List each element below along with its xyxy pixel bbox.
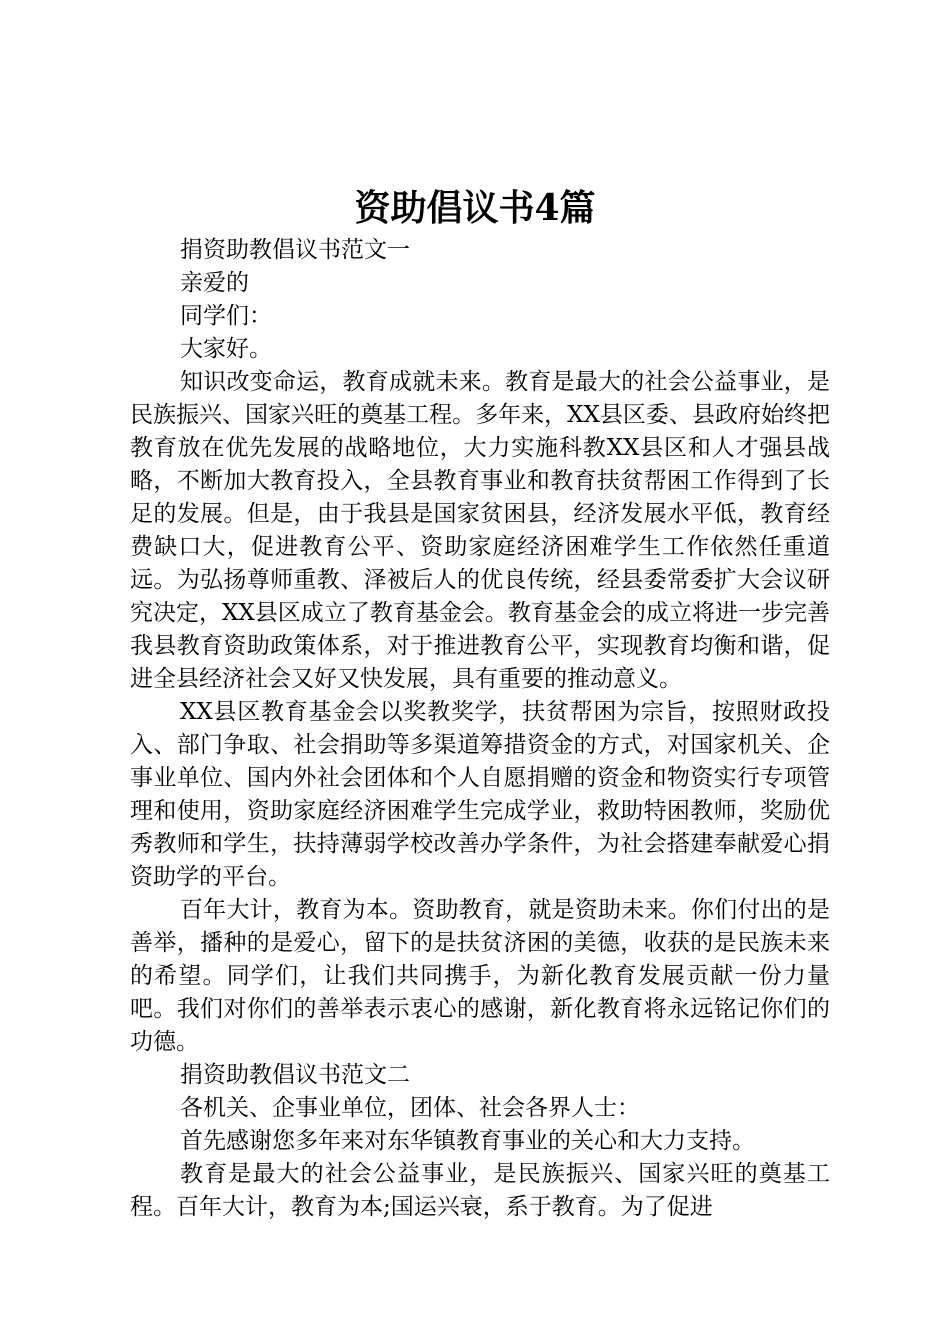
addressee-line: 各机关、企事业单位，团体、社会各界人士： [180, 1095, 640, 1121]
body-paragraph: 百年大计，教育为本。资助教育，就是资助未来。你们付出的是善举，播种的是爱心，留下的是扶贫济困的美德，收获的是民族未来的希望。同学们，让我们共同携手，为新化教育发展贡献一份力量吧。我们对你们的善举表示衷心的感谢，新化教育将永远铭记你们的功德。 [130, 897, 830, 1055]
salutation-line-1: 亲爱的 [180, 270, 249, 296]
section-heading-2: 捐资助教倡议书范文二 [180, 1062, 410, 1088]
greeting: 大家好。 [180, 336, 272, 362]
body-paragraph: 教育是最大的社会公益事业，是民族振兴、国家兴旺的奠基工程。百年大计，教育为本;国运兴衰，系于教育。为了促进 [130, 1161, 830, 1220]
body-paragraph: 首先感谢您多年来对东华镇教育事业的关心和大力支持。 [180, 1128, 755, 1154]
body-paragraph: 知识改变命运，教育成就未来。教育是最大的社会公益事业，是民族振兴、国家兴旺的奠基工程。多年来，XX县区委、县政府始终把教育放在优先发展的战略地位，大力实施科教XX县区和人才强县战略，不断加大教育投入，全县教育事业和教育扶贫帮困工作得到了长足的发展。但是，由于我县是国家贫困县，经济发展水平低，教育经费缺口大，促进教育公平、资助家庭经济困难学生工作依然任重道远。为弘扬尊师重教、泽被后人的优良传统，经县委常委扩大会议研究决定，XX县区成立了教育基金会。教育基金会的成立将进一步完善我县教育资助政策体系，对于推进教育公平，实现教育均衡和谐，促进全县经济社会又好又快发展，具有重要的推动意义。 [130, 369, 830, 692]
salutation-line-2: 同学们： [180, 303, 272, 329]
section-heading-1: 捐资助教倡议书范文一 [180, 237, 410, 263]
document-title: 资助倡议书4篇 [354, 187, 596, 229]
document-body [130, 234, 830, 1224]
body-paragraph: XX县区教育基金会以奖教奖学，扶贫帮困为宗旨，按照财政投入、部门争取、社会捐助等多渠道筹措资金的方式，对国家机关、企事业单位、国内外社会团体和个人自愿捐赠的资金和物资实行专项管理和使用，资助家庭经济困难学生完成学业，救助特困教师，奖励优秀教师和学生，扶持薄弱学校改善办学条件，为社会搭建奉献爱心捐资助学的平台。 [130, 699, 830, 890]
